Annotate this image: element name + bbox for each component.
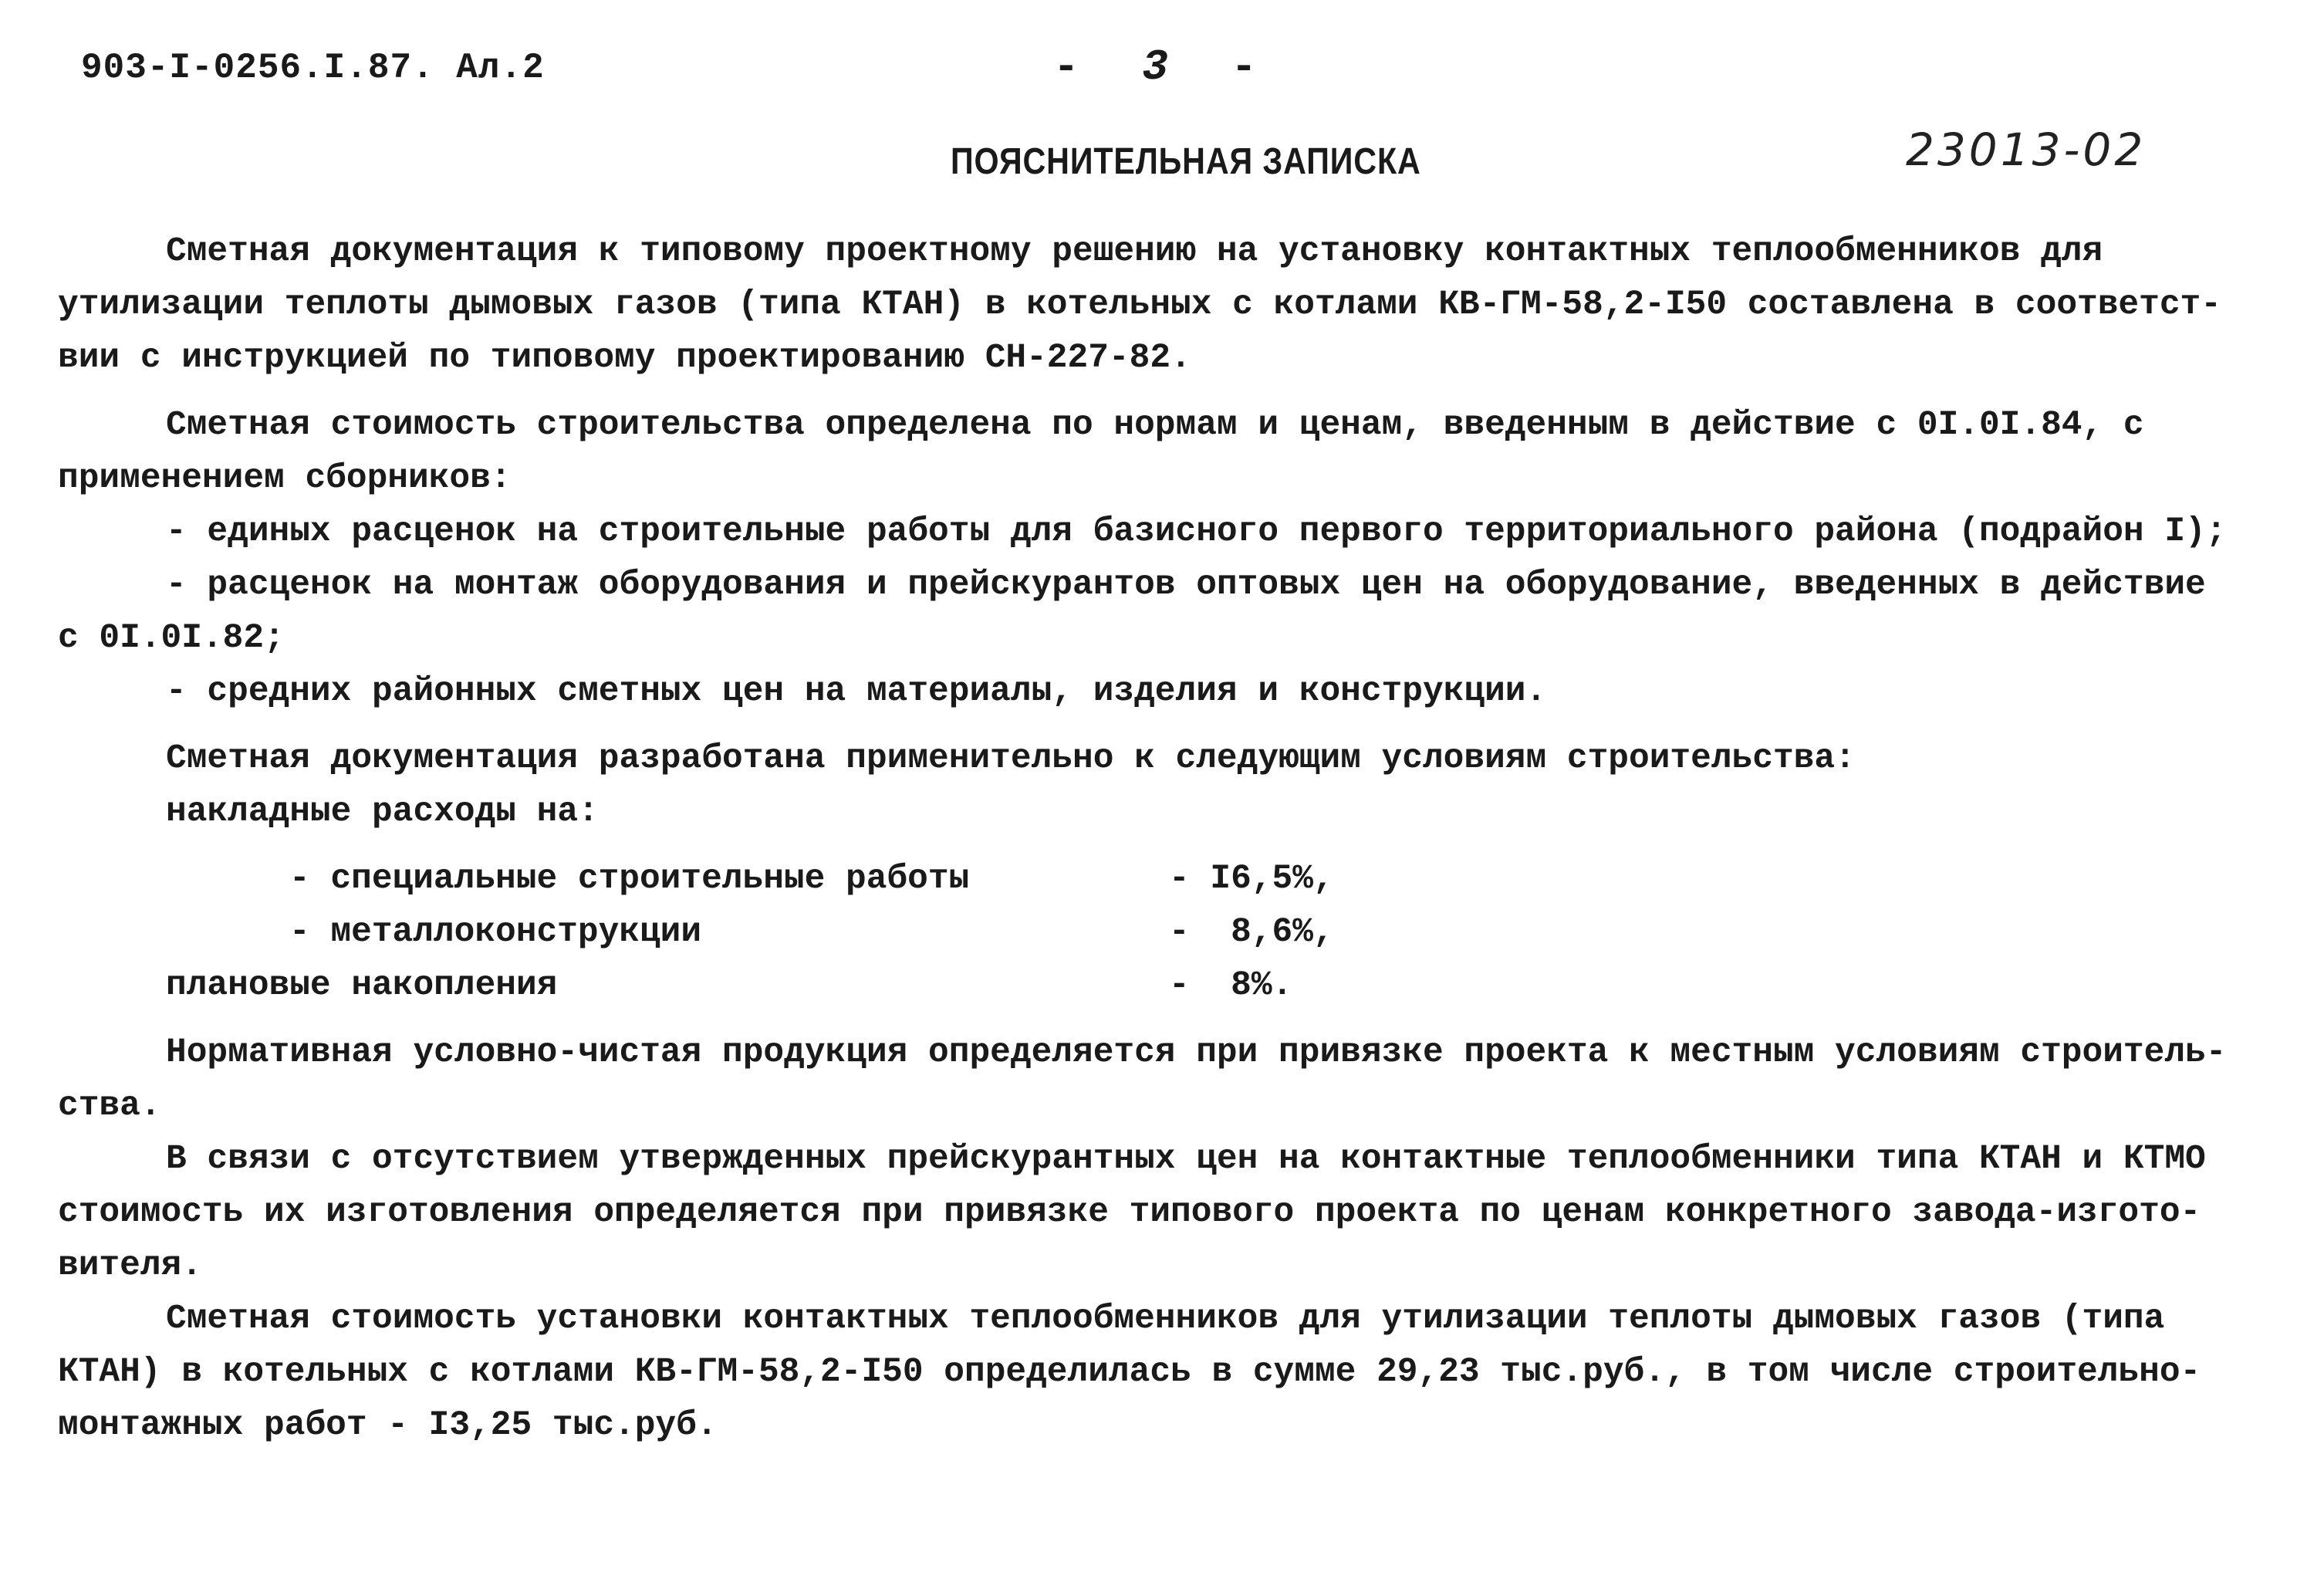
paragraph-line: вии с инструкцией по типовому проектированию СН-227-82. bbox=[58, 339, 1191, 377]
paragraph-line: Сметная документация разработана применительно к следующим условиям строительства: bbox=[166, 739, 1856, 778]
document-body bbox=[58, 225, 2280, 1452]
rate-value: - I6,5%, bbox=[1169, 860, 1334, 898]
paragraph-line: применением сборников: bbox=[58, 459, 512, 498]
rate-row bbox=[58, 906, 2280, 959]
rate-label: - металлоконструкции bbox=[289, 913, 702, 952]
paragraph-line: Нормативная условно-чистая продукция определяется при привязке проекта к местным условиям строитель- bbox=[166, 1033, 2227, 1072]
archive-stamp: 23013-02 bbox=[1906, 123, 2147, 176]
paragraph-line: КТАН) в котельных с котлами КВ-ГМ-58,2-I50 определилась в сумме 29,23 тыс.руб., в том числе строительно- bbox=[58, 1353, 2201, 1391]
rate-label: плановые накопления bbox=[166, 966, 558, 1005]
paragraph-line: В связи с отсутствием утвержденных прейскурантных цен на контактные теплообменники типа КТАН и КТМО bbox=[166, 1140, 2206, 1178]
list-item: - единых расценок на строительные работы для базисного первого территориального района (подрайон I); bbox=[166, 512, 2227, 551]
rate-row bbox=[58, 853, 2280, 906]
page-number-value: 3 bbox=[1142, 42, 1187, 92]
document-code: 903-I-0256.I.87. Ал.2 bbox=[81, 48, 545, 88]
rate-value: - 8,6%, bbox=[1169, 913, 1334, 952]
list-item: - расценок на монтаж оборудования и прейскурантов оптовых цен на оборудование, введенных в действие bbox=[166, 566, 2206, 604]
paragraph-line: накладные расходы на: bbox=[166, 793, 599, 831]
page-number: - 3 - bbox=[1053, 42, 1276, 92]
paragraph-line: утилизации теплоты дымовых газов (типа КТАН) в котельных с котлами КВ-ГМ-58,2-I50 составлена в соответст- bbox=[58, 286, 2221, 324]
list-item: - средних районных сметных цен на материалы, изделия и конструкции. bbox=[166, 672, 1547, 711]
rate-row bbox=[58, 959, 2280, 1013]
paragraph-line: монтажных работ - I3,25 тыс.руб. bbox=[58, 1406, 718, 1445]
paragraph-line: ства. bbox=[58, 1087, 161, 1125]
list-item: с 0I.0I.82; bbox=[58, 619, 285, 658]
page-title: ПОЯСНИТЕЛЬНАЯ ЗАПИСКА bbox=[951, 141, 1421, 182]
rate-label: - специальные строительные работы bbox=[289, 860, 970, 898]
paragraph-line: стоимость их изготовления определяется при привязке типового проекта по ценам конкретного завода-изгото- bbox=[58, 1193, 2201, 1232]
paragraph-line: вителя. bbox=[58, 1246, 202, 1285]
paragraph-line: Сметная документация к типовому проектному решению на установку контактных теплообменников для bbox=[166, 232, 2103, 271]
rate-value: - 8%. bbox=[1169, 966, 1293, 1005]
paragraph-line: Сметная стоимость установки контактных теплообменников для утилизации теплоты дымовых газов (типа bbox=[166, 1300, 2165, 1338]
paragraph-line: Сметная стоимость строительства определена по нормам и ценам, введенным в действие с 0I.0I.84, с bbox=[166, 406, 2144, 445]
